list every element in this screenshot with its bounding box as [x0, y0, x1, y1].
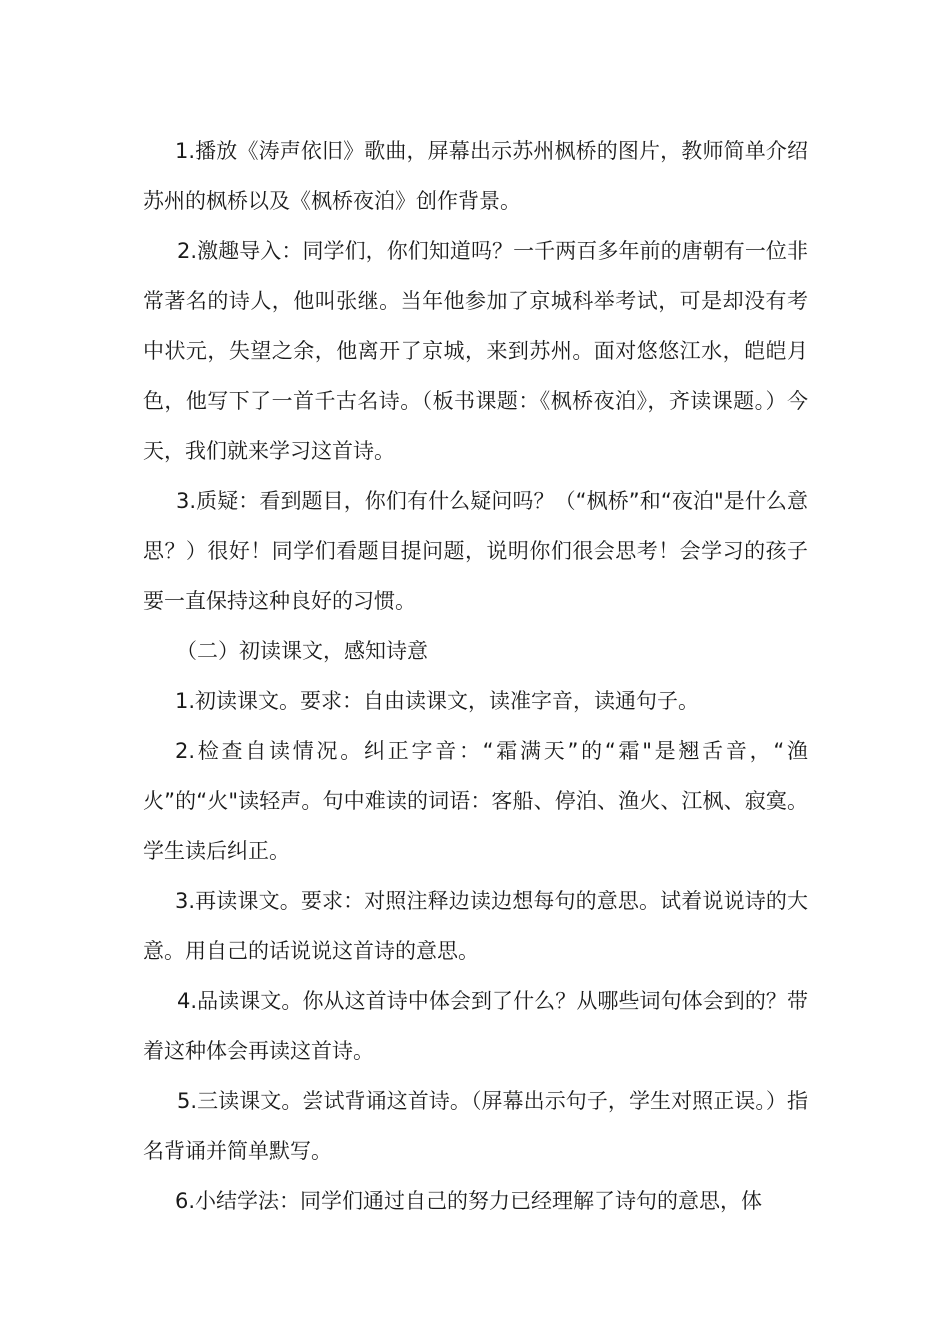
paragraph-intro-song: 1.播放《涛声依旧》歌曲，屏幕出示苏州枫桥的图片，教师简单介绍苏州的枫桥以及《枫桥夜泊》创作背景。: [143, 139, 808, 213]
section-heading: （二）初读课文，感知诗意: [176, 639, 428, 663]
paragraph-first-reading: 1.初读课文。要求：自由读课文，读准字音，读通句子。: [175, 689, 700, 713]
paragraph-lead-in: 2.激趣导入：同学们，你们知道吗？一千两百多年前的唐朝有一位非常著名的诗人，他叫张继。当年他参加了京城科举考试，可是却没有考中状元，失望之余，他离开了京城，来到苏州。面对悠悠江水，皑皑月色，他写下了一首千古名诗。（板书课题：《枫桥夜泊》，齐读课题。）今天，我们就来学习这首诗。: [143, 239, 808, 463]
paragraph-second-reading: 3.再读课文。要求：对照注释边读边想每句的意思。试着说说诗的大意。用自己的话说说这首诗的意思。: [143, 889, 808, 963]
paragraph-summary: 6.小结学法：同学们通过自己的努力已经理解了诗句的意思，体: [175, 1189, 763, 1213]
document-body: [143, 126, 808, 1226]
paragraph-check-pronunciation: 2.检查自读情况。纠正字音：“霜满天”的“霜"是翘舌音，“渔火”的“火"读轻声。句中难读的词语：客船、停泊、渔火、江枫、寂寞。学生读后纠正。: [143, 739, 808, 863]
paragraph-third-reading: 5.三读课文。尝试背诵这首诗。（屏幕出示句子，学生对照正误。）指名背诵并简单默写。: [143, 1089, 808, 1163]
paragraph-questioning: 3.质疑：看到题目，你们有什么疑问吗？（“枫桥”和“夜泊"是什么意思？）很好！同学们看题目提问题，说明你们很会思考！会学习的孩子要一直保持这种良好的习惯。: [143, 489, 808, 613]
paragraph-appreciation: 4.品读课文。你从这首诗中体会到了什么？从哪些词句体会到的？带着这种体会再读这首诗。: [143, 989, 808, 1063]
